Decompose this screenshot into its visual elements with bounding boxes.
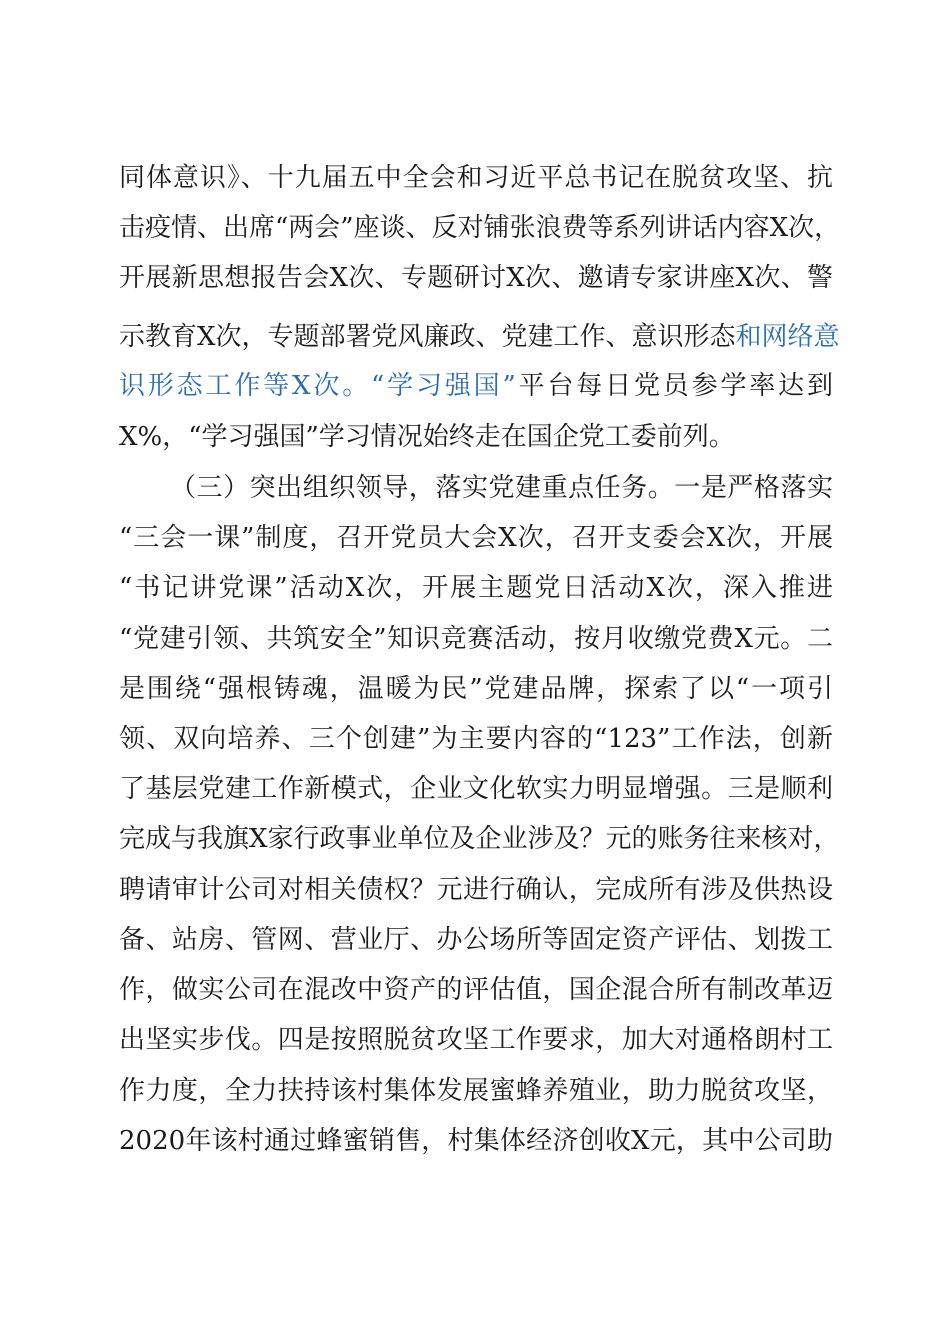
body-text-line: “三会一课”制度，召开党员大会X次，召开支委会X次，开展 xyxy=(119,523,833,553)
body-text-line: 出坚实步伐。四是按照脱贫攻坚工作要求，加大对通格朗村工 xyxy=(119,1025,833,1055)
body-text-line: 聘请审计公司对相关债权？元进行确认，完成所有涉及供热设 xyxy=(119,875,833,905)
highlighted-text-segment: 和网络意 xyxy=(735,322,840,352)
body-text-line xyxy=(119,366,833,406)
body-text-line xyxy=(119,317,840,357)
body-text-line: X%，“学习强国”学习情况始终走在国企党工委前列。 xyxy=(119,422,735,452)
body-text-line: 作，做实公司在混改中资产的评估值，国企混合所有制改革迈 xyxy=(119,975,833,1005)
body-text-line: “书记讲党课”活动X次，开展主题党日活动X次，深入推进 xyxy=(119,573,833,603)
body-text-line: 同体意识》、十九届五中全会和习近平总书记在脱贫攻坚、抗 xyxy=(119,163,833,193)
body-text-segment: 示教育X次，专题部署党风廉政、党建工作、意识形态 xyxy=(119,322,736,352)
body-text-line: 备、站房、管网、营业厅、办公场所等固定资产评估、划拨工 xyxy=(119,925,833,955)
body-text-line: 作力度，全力扶持该村集体发展蜜蜂养殖业，助力脱贫攻坚， xyxy=(119,1076,833,1106)
body-text-segment: 平台每日党员参学率达到 xyxy=(515,371,833,401)
body-text-line: 开展新思想报告会X次、专题研讨X次、邀请专家讲座X次、警 xyxy=(119,263,833,293)
body-text-line: 2020年该村通过蜂蜜销售，村集体经济创收X元，其中公司助 xyxy=(119,1126,833,1156)
body-text-line: 领、双向培养、三个创建”为主要内容的“123”工作法，创新 xyxy=(119,724,833,754)
body-text-line: 击疫情、出席“两会”座谈、反对铺张浪费等系列讲话内容X次， xyxy=(119,213,841,243)
highlighted-text-segment: 识形态工作等X次。“学习强国” xyxy=(119,371,516,401)
section-heading-line: （三）突出组织领导，落实党建重点任务。一是严格落实 xyxy=(170,473,833,503)
body-text-line: 是围绕“强根铸魂，温暖为民”党建品牌，探索了以“一项引 xyxy=(119,674,833,704)
body-text-line: 了基层党建工作新模式，企业文化软实力明显增强。三是顺利 xyxy=(119,774,833,804)
body-text-line: “党建引领、共筑安全”知识竞赛活动，按月收缴党费X元。二 xyxy=(119,624,833,654)
body-text-line: 完成与我旗X家行政事业单位及企业涉及？元的账务往来核对， xyxy=(119,824,840,854)
